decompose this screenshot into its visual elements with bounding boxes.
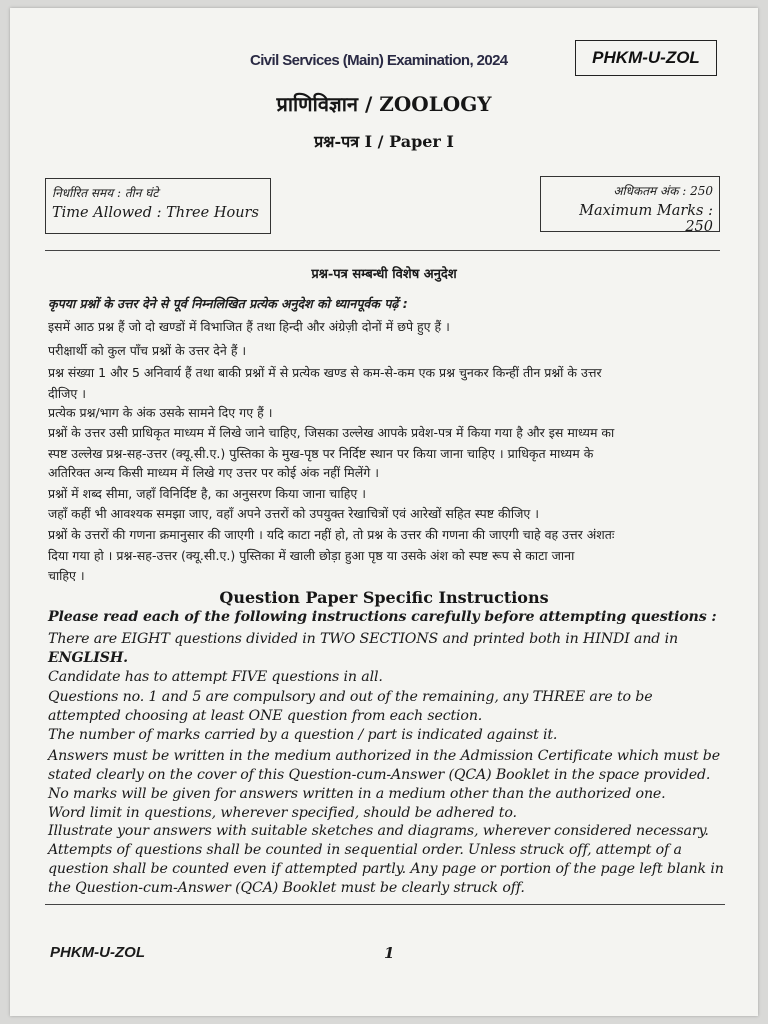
- english-instruction-line: the Question-cum-Answer (QCA) Booklet must be clearly struck off.: [48, 880, 525, 896]
- hindi-instruction-line: प्रश्नों के उत्तरों की गणना क्रमानुसार की जाएगी । यदि काटा नहीं हो, तो प्रश्न के उत्तर की गणना की जाएगी चाहे वह उत्तर अंशतः: [48, 527, 615, 542]
- header-divider: [45, 250, 720, 251]
- maximum-marks-english: Maximum Marks : 250: [579, 203, 713, 235]
- maximum-marks-hindi: अधिकतम अंक : 250: [613, 184, 713, 198]
- time-allowed-english: Time Allowed : Three Hours: [52, 205, 259, 221]
- hindi-instruction-line: अतिरिक्त अन्य किसी माध्यम में लिखे गए उत्तर पर कोई अंक नहीं मिलेंगे ।: [48, 465, 379, 480]
- english-instruction-line: Answers must be written in the medium authorized in the Admission Certificate which must be: [48, 748, 720, 764]
- time-allowed-box: [45, 178, 271, 234]
- hindi-instruction-line: प्रश्न संख्या 1 और 5 अनिवार्य हैं तथा बाकी प्रश्नों में से प्रत्येक खण्ड से कम-से-कम एक प्रश्न चुनकर किन्हीं तीन प्रश्नों के उत्तर: [48, 365, 602, 380]
- english-instruction-line: ENGLISH.: [48, 650, 128, 666]
- hindi-instruction-line: दीजिए ।: [48, 386, 87, 401]
- hindi-instruction-line: स्पष्ट उल्लेख प्रश्न-सह-उत्तर (क्यू.सी.ए.) पुस्तिका के मुख-पृष्ठ पर निर्दिष्ट स्थान पर किया जाना चाहिए । प्राधिकृत माध्यम के: [48, 446, 594, 461]
- time-allowed-hindi: निर्धारित समय : तीन घंटे: [52, 186, 159, 200]
- english-instruction-line: Word limit in questions, wherever specified, should be adhered to.: [48, 805, 517, 821]
- paper-label: प्रश्न-पत्र I / Paper I: [314, 132, 454, 151]
- english-instruction-line: Questions no. 1 and 5 are compulsory and out of the remaining, any THREE are to be: [48, 689, 653, 705]
- english-instruction-line: Candidate has to attempt FIVE questions in all.: [48, 669, 383, 685]
- english-instruction-line: Attempts of questions shall be counted in sequential order. Unless struck off, attempt of a: [48, 842, 682, 858]
- page-number: 1: [384, 944, 395, 962]
- hindi-instruction-line: चाहिए ।: [48, 568, 85, 583]
- english-instruction-line: attempted choosing at least ONE question from each section.: [48, 708, 483, 724]
- english-instruction-line: question shall be counted even if attempted partly. Any page or portion of the page left blank in: [48, 861, 724, 877]
- footer-paper-code: PHKM-U-ZOL: [50, 944, 145, 961]
- english-instructions-heading: Question Paper Specific Instructions: [219, 588, 549, 607]
- maximum-marks-box: [540, 176, 720, 235]
- hindi-instruction-line: प्रश्नों के उत्तर उसी प्राधिकृत माध्यम में लिखे जाने चाहिए, जिसका उल्लेख आपके प्रवेश-पत्र में किया गया है और इस माध्यम का: [48, 425, 615, 440]
- hindi-instruction-line: दिया गया हो । प्रश्न-सह-उत्तर (क्यू.सी.ए.) पुस्तिका में खाली छोड़ा हुआ पृष्ठ या उसके अंश को स्पष्ट रूप से काटा जाना: [48, 548, 575, 563]
- exam-title: Civil Services (Main) Examination, 2024: [250, 52, 508, 69]
- english-instruction-line: Illustrate your answers with suitable sketches and diagrams, wherever considered necessary.: [48, 823, 709, 839]
- hindi-instruction-line: प्रश्नों में शब्द सीमा, जहाँ विनिर्दिष्ट है, का अनुसरण किया जाना चाहिए ।: [48, 486, 366, 501]
- paper-code-box: PHKM-U-ZOL: [575, 40, 717, 76]
- english-instruction-line: There are EIGHT questions divided in TWO SECTIONS and printed both in HINDI and in: [48, 631, 678, 647]
- hindi-instruction-line: प्रत्येक प्रश्न/भाग के अंक उसके सामने दिए गए हैं ।: [48, 405, 273, 420]
- hindi-instruction-line: जहाँ कहीं भी आवश्यक समझा जाए, वहाँ अपने उत्तरों को उपयुक्त रेखाचित्रों एवं आरेखों सहित स्पष्ट कीजिए ।: [48, 506, 540, 521]
- english-instruction-line: stated clearly on the cover of this Question-cum-Answer (QCA) Booklet in the space provided.: [48, 767, 711, 783]
- footer-divider: [45, 904, 725, 905]
- english-instruction-line: No marks will be given for answers written in a medium other than the authorized one.: [48, 786, 666, 802]
- hindi-instructions-heading: प्रश्न-पत्र सम्बन्धी विशेष अनुदेश: [311, 267, 457, 282]
- hindi-instruction-line: कृपया प्रश्नों के उत्तर देने से पूर्व निम्नलिखित प्रत्येक अनुदेश को ध्यानपूर्वक पढ़ें :: [48, 296, 408, 311]
- hindi-instruction-line: परीक्षार्थी को कुल पाँच प्रश्नों के उत्तर देने हैं ।: [48, 343, 247, 358]
- english-instruction-line: Please read each of the following instructions carefully before attempting questions :: [48, 609, 717, 625]
- english-instruction-line: The number of marks carried by a question / part is indicated against it.: [48, 727, 558, 743]
- subject-title: प्राणिविज्ञान / ZOOLOGY: [276, 92, 492, 116]
- hindi-instruction-line: इसमें आठ प्रश्न हैं जो दो खण्डों में विभाजित हैं तथा हिन्दी और अंग्रेज़ी दोनों में छपे हुए हैं ।: [48, 319, 450, 334]
